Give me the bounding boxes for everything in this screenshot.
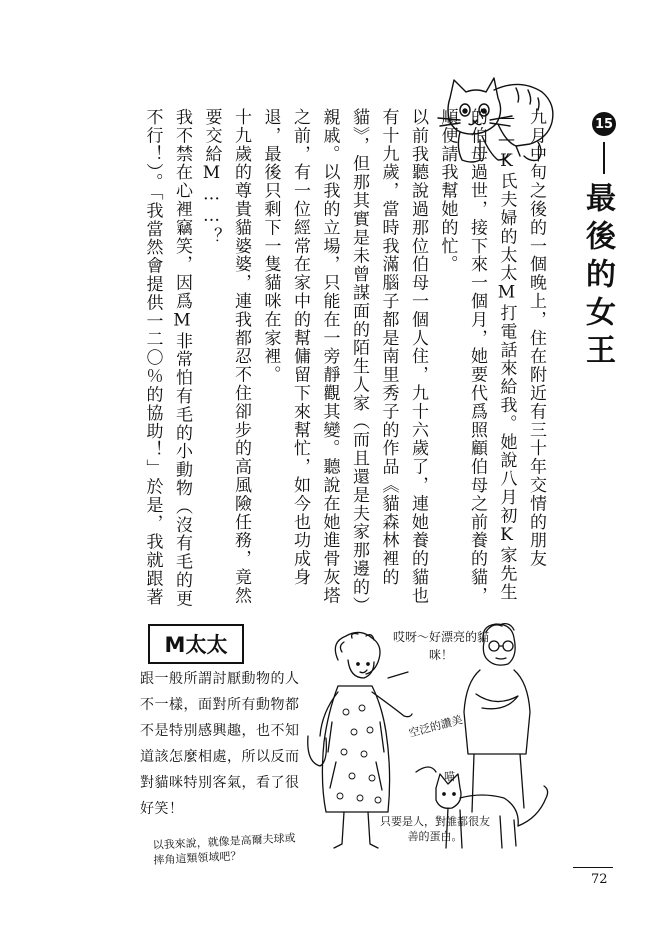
chapter-title: 最後的女王 <box>580 182 615 372</box>
man-comment: 只要是人，對誰都很友善的蛋白。 <box>380 815 490 843</box>
body-text <box>110 108 550 608</box>
character-name-box: M太太 <box>148 624 244 664</box>
page-number: 72 <box>591 872 608 887</box>
body-paragraph: 我不禁在心裡竊笑，因爲M非常怕有毛的小動物（沒有毛的更不行！）。「我當然會提供一二〇％的協助！」於是，我就跟著 <box>142 108 192 608</box>
page-number-rule <box>573 867 613 868</box>
chapter-number-badge: 15 <box>592 112 616 136</box>
body-paragraph: 以前我聽說過那位伯母一個人住，九十六歲了，連她養的貓也有十九歲，當時我滿腦子都是南里秀子的作品《貓森林裡的貓》，但那其實是未曾謀面的陌生人家（而且還是夫家那邊的）親戚。以我的立場，只能在一旁靜觀其變。聽說在她進骨灰塔之前，有一位經常在家中的幫傭留下來幫忙，如今也功成身退，最後只剩下一隻貓咪在家裡。 <box>260 108 428 607</box>
body-paragraph: 十九歲的尊貴貓婆婆，連我都忍不住卻步的高風險任務，竟然要交給M……？ <box>201 108 251 605</box>
cat-sound: 喵 <box>444 770 455 783</box>
illustration-caption: 以我來說，就像是高爾夫球或摔角這類領域吧？ <box>152 831 296 867</box>
chapter-dash <box>603 142 605 174</box>
body-paragraph: 九月中旬之後的一個晚上，住在附近有三十年交情的朋友——K氏夫婦的太太M打電話來給我。她說八月初K家先生的伯母過世，接下來一個月，她要代爲照顧伯母之前養的貓，順便請我幫她的忙。 <box>437 108 546 605</box>
praise-label: 空泛的讚美 <box>407 713 464 740</box>
character-description: 跟一般所謂討厭動物的人不一樣，面對所有動物都不是特別感興趣，也不知道該怎麼相處，所以反而對貓咪特別客氣，看了很好笑！ <box>140 671 300 817</box>
woman-speech-bubble: 哎呀～好漂亮的貓咪！ <box>392 630 489 662</box>
